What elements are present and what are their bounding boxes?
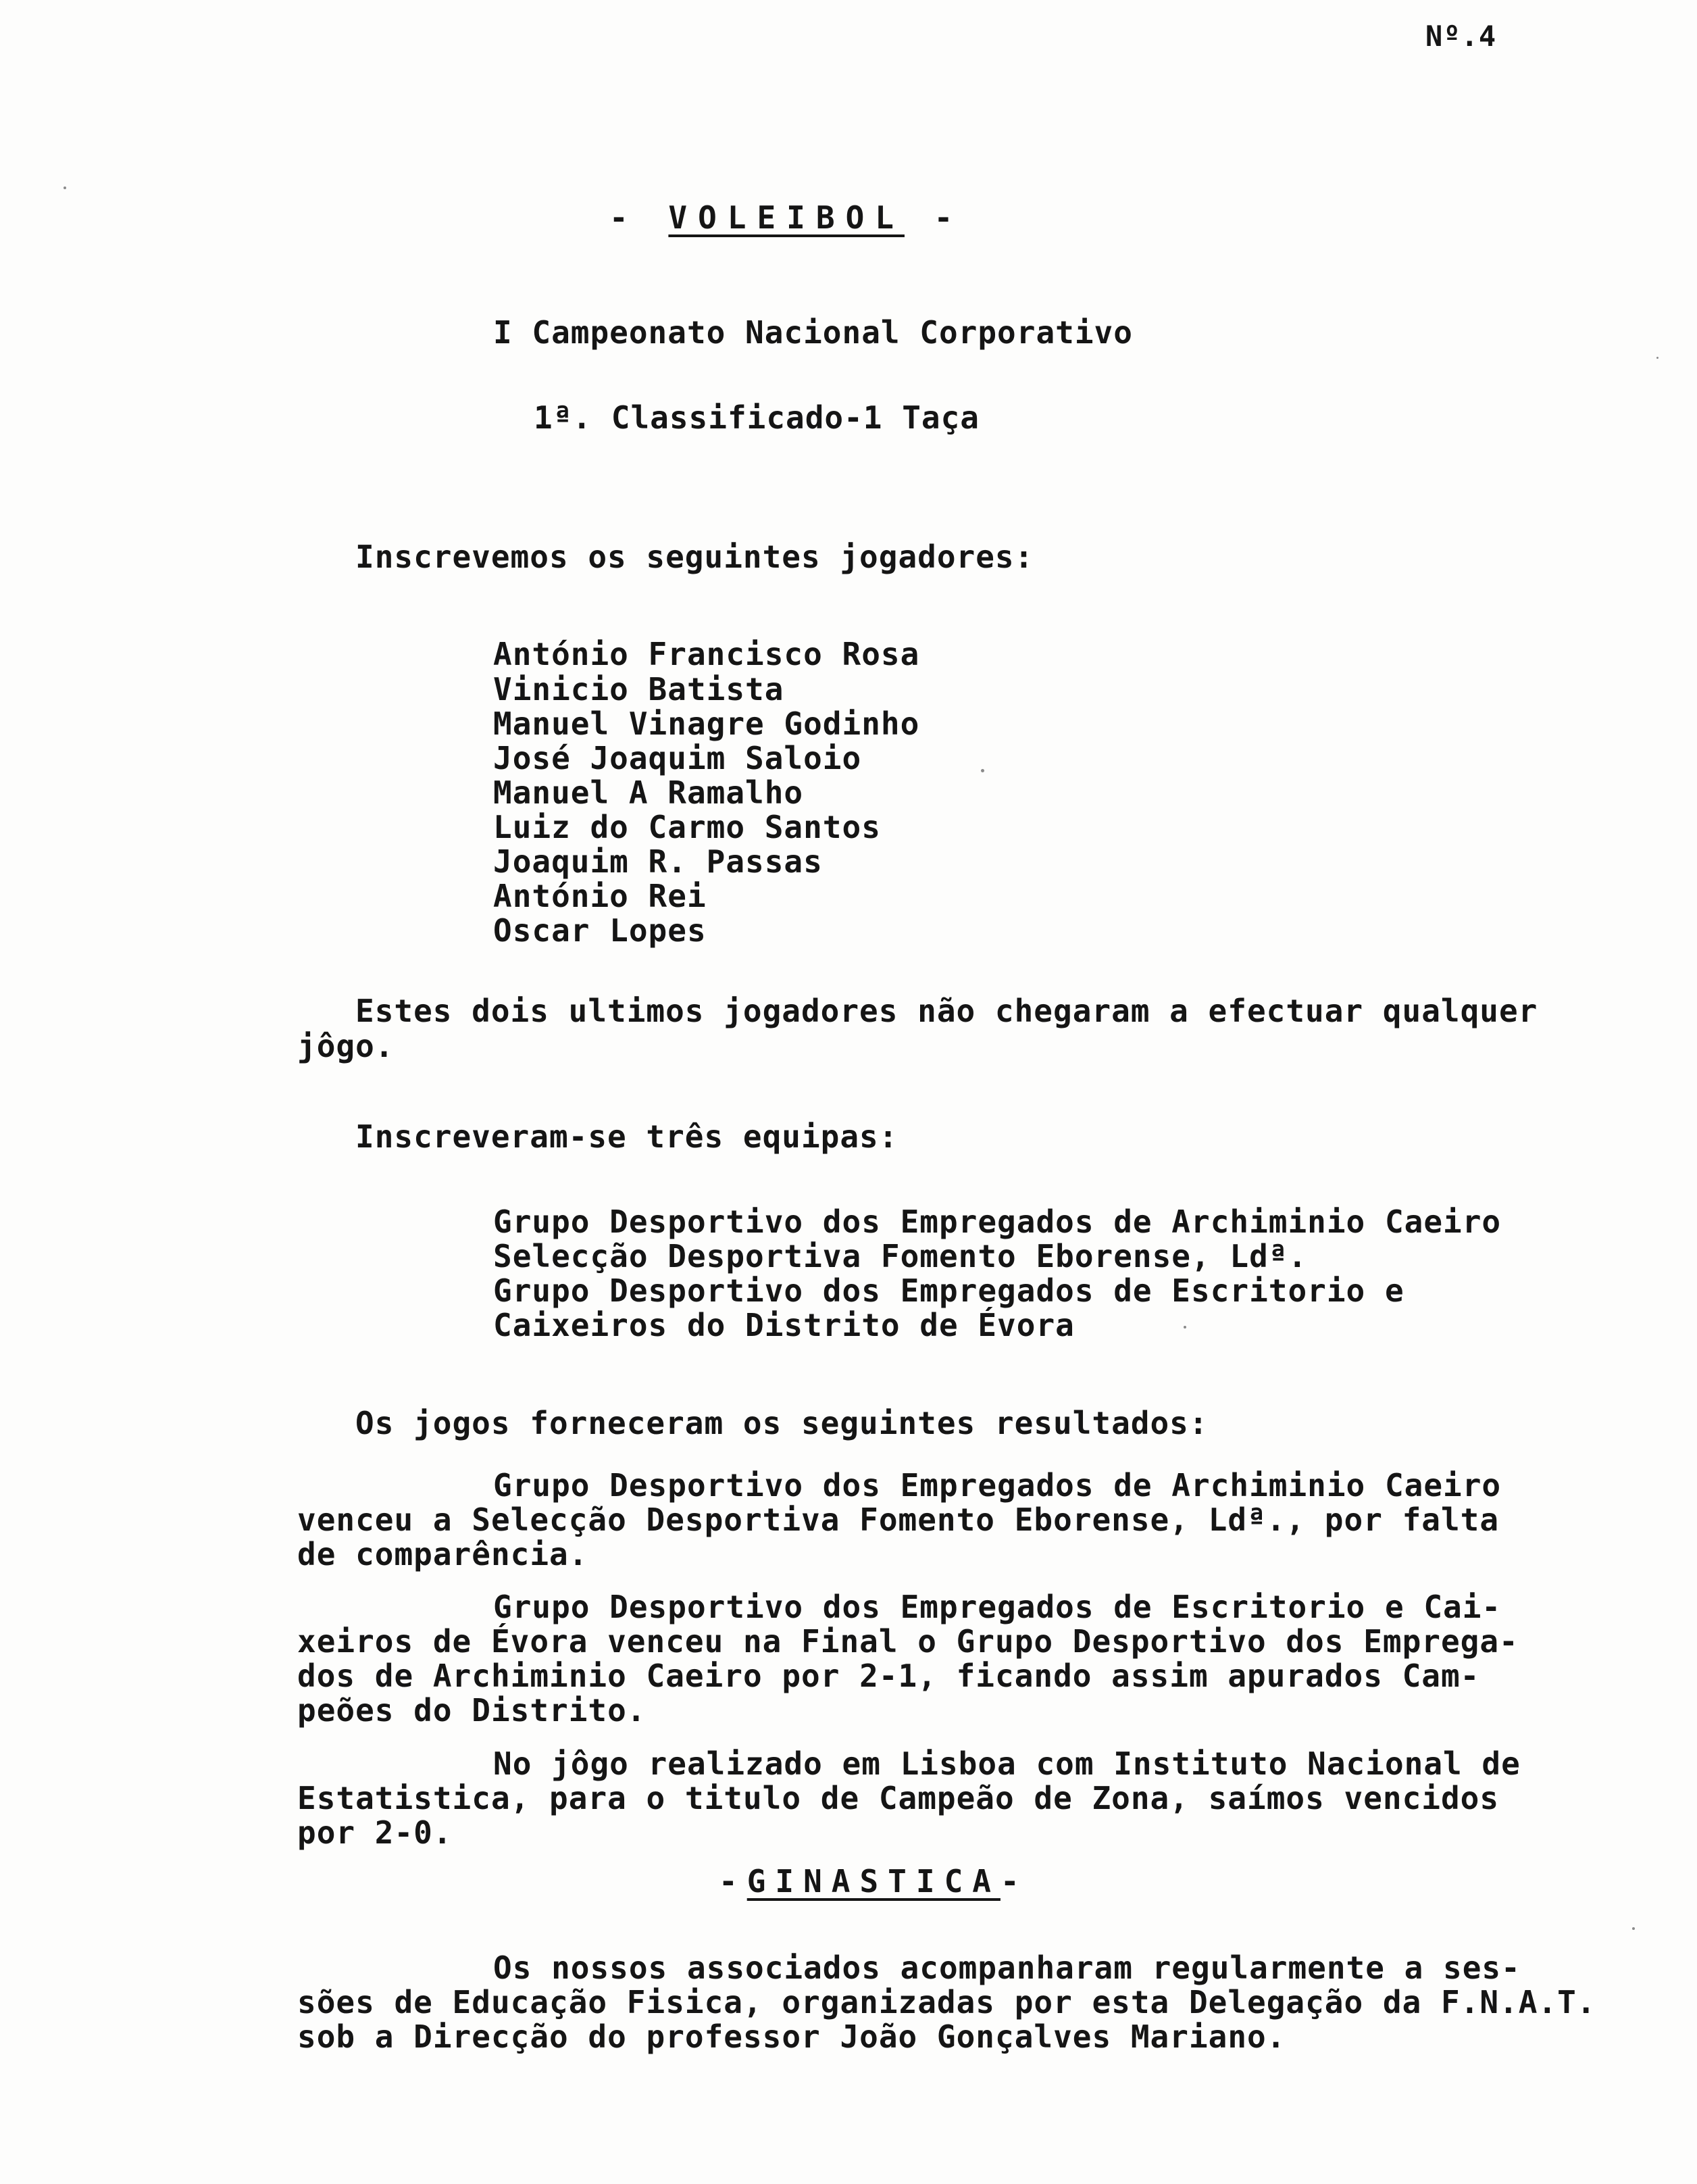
paper-speck [1632, 1927, 1635, 1930]
result-paragraph-line: dos de Archiminio Caeiro por 2-1, ficando assim apurados Cam- [297, 1658, 1480, 1694]
title-word-voleibol: VOLEIBOL [668, 199, 905, 236]
result-paragraph-line: de comparência. [297, 1536, 588, 1572]
players-note-line: Estes dois ultimos jogadores não chegaram a efectuar qualquer [355, 993, 1538, 1029]
team-name: Grupo Desportivo dos Empregados de Archiminio Caeiro [493, 1203, 1502, 1240]
gymnastics-paragraph-line: sob a Direcção do professor João Gonçalves Mariano. [297, 2018, 1286, 2055]
section-title-ginastica [719, 1864, 1029, 1899]
result-paragraph-line: peões do Distrito. [297, 1692, 647, 1729]
title-dash-left: - [719, 1863, 747, 1900]
title-dash-right: - [1000, 1863, 1029, 1900]
player-name: Joaquim R. Passas [493, 843, 823, 880]
paper-speck [1184, 1326, 1186, 1329]
section-title-voleibol [609, 200, 963, 235]
gymnastics-paragraph-line: sões de Educação Fisica, organizadas por esta Delegação da F.N.A.T. [297, 1984, 1596, 2020]
title-dash-left: - [609, 199, 639, 236]
result-paragraph-line: por 2-0. [297, 1814, 453, 1851]
result-paragraph-line: Estatistica, para o titulo de Campeão de Zona, saímos vencidos [297, 1780, 1500, 1816]
teams-intro: Inscreveram-se três equipas: [355, 1118, 898, 1155]
player-name: Manuel Vinagre Godinho [493, 705, 920, 742]
result-paragraph-line: No jôgo realizado em Lisboa com Instituto Nacional de [493, 1745, 1521, 1782]
gymnastics-paragraph-line: Os nossos associados acompanharam regularmente a ses- [493, 1950, 1521, 1986]
results-intro: Os jogos forneceram os seguintes resultados: [355, 1405, 1209, 1441]
player-name: Luiz do Carmo Santos [493, 809, 881, 845]
paper-speck [1656, 357, 1658, 359]
result-paragraph-line: xeiros de Évora venceu na Final o Grupo Desportivo dos Emprega- [297, 1623, 1519, 1660]
page-number: Nº.4 [1425, 20, 1497, 53]
team-name: Caixeiros do Distrito de Évora [493, 1307, 1075, 1343]
paper-speck [64, 187, 66, 189]
players-note-line: jôgo. [297, 1028, 395, 1064]
result-paragraph-line: Grupo Desportivo dos Empregados de Archiminio Caeiro [493, 1467, 1502, 1504]
player-name: Oscar Lopes [493, 912, 707, 949]
player-name: Vinicio Batista [493, 671, 784, 708]
title-dash-right: - [934, 199, 964, 236]
player-name: José Joaquim Saloio [493, 740, 862, 776]
result-paragraph-line: Grupo Desportivo dos Empregados de Escritorio e Cai- [493, 1589, 1502, 1625]
result-paragraph-line: venceu a Selecção Desportiva Fomento Eborense, Ldª., por falta [297, 1502, 1500, 1538]
team-name: Selecção Desportiva Fomento Eborense, Ldª. [493, 1238, 1308, 1274]
player-name: Manuel A Ramalho [493, 774, 804, 811]
paper-speck [981, 769, 984, 772]
classification-line: 1ª. Classificado-1 Taça [534, 399, 980, 436]
player-name: António Rei [493, 878, 707, 914]
player-name: António Francisco Rosa [493, 636, 920, 672]
title-word-ginastica: GINASTICA [746, 1863, 1001, 1900]
championship-title: I Campeonato Nacional Corporativo [493, 314, 1133, 351]
players-intro: Inscrevemos os seguintes jogadores: [355, 539, 1034, 575]
team-name: Grupo Desportivo dos Empregados de Escritorio e [493, 1272, 1404, 1309]
